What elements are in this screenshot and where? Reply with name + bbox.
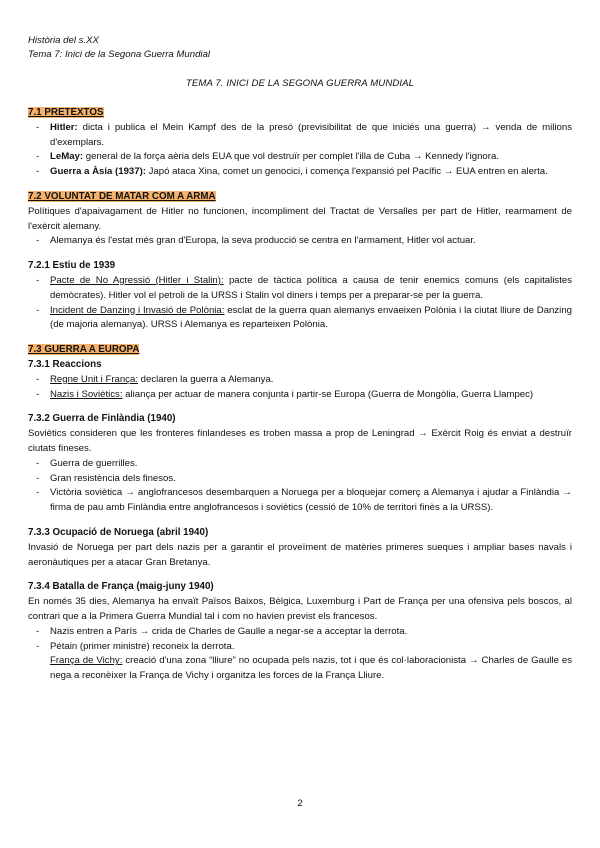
list-item: - Gran resistència dels finesos. [28, 472, 572, 487]
bullet-list [28, 234, 572, 249]
page-number: 2 [297, 798, 303, 809]
document-body [28, 106, 572, 684]
list-item: - Regne Unit i França: declaren la guerra a Alemanya. [28, 373, 572, 388]
list-item: - Nazis entren a París → crida de Charles de Gaulle a negar-se a acceptar la derrota. [28, 625, 572, 640]
paragraph: Soviètics consideren que les fronteres finlandeses es troben massa a prop de Leningrad → Exèrcit Roig és enviat a destruïr ciutats fineses. [28, 428, 572, 454]
bullet-list [28, 373, 572, 403]
subsection-heading-7-3-4: 7.3.4 Batalla de França (maig-juny 1940) [28, 581, 214, 593]
vichy-paragraph: França de Vichy: creació d'una zona “lliure” no ocupada pels nazis, tot i que és col·laboracionista → Charles de Gaulle es nega a reconèixer la França de Vichy i organitza les forces de la França Lliure. [50, 655, 572, 682]
subsection-heading-7-3-2: 7.3.2 Guerra de Finlàndia (1940) [28, 413, 176, 425]
paragraph: Invasió de Noruega per part dels nazis per a garantir el proveïment de matèries primeres sueques i ampliar bases navals i aeronàutiques per a atacar Gran Bretanya. [28, 541, 572, 568]
list-item: - Guerra a Àsia (1937): Japó ataca Xina, comet un genocici, i comença l'expansió pel Pacífic → EUA entren en alerta. [28, 165, 572, 180]
page-title: TEMA 7. INICI DE LA SEGONA GUERRA MUNDIAL [185, 78, 415, 89]
bullet-list [28, 625, 572, 655]
list-item: - Victòria soviètica → anglofrancesos desembarquen a Noruega per a bloquejar comerç a Alemanya i ajudar a Finlàndia → firma de pau amb Finlàndia entre anglofrancesos i soviètics (cessió de 10% de territori finès a la URSS). [28, 486, 572, 516]
subsection-heading-7-2-1: 7.2.1 Estiu de 1939 [28, 260, 116, 272]
list-item: - LeMay: general de la força aèria dels EUA que vol destruïr per complet l'illa de Cuba → Kennedy l'ignora. [28, 150, 572, 165]
list-item: - Guerra de guerrilles. [28, 457, 572, 472]
subsection-heading-7-3-3: 7.3.3 Ocupació de Noruega (abril 1940) [28, 526, 209, 538]
list-item: - Hitler: dicta i publica el Mein Kampf des de la presó (previsibilitat de que iniciés una guerra) → venda de milions d'exemplars. [28, 121, 572, 151]
list-item: - Alemanya és l'estat més gran d'Europa, la seva producció se centra en l'armament, Hitler vol actuar. [28, 234, 572, 249]
paragraph: Polítiques d'apaivagament de Hitler no funcionen, incompliment del Tractat de Versalles per part de Hitler, rearmament de l'exèrcit alemany. [28, 205, 572, 232]
paragraph: En només 35 dies, Alemanya ha envaït Països Baixos, Bèlgica, Luxemburg i Part de França per una ofensiva pels boscos, al contrari que a la Primera Guerra Mundial tal i com no havien previst els francesos. [28, 596, 572, 622]
section-heading-7-3: 7.3 GUERRA A EUROPA [28, 344, 140, 356]
subsection-heading-7-3-1: 7.3.1 Reaccions [28, 358, 102, 370]
section-heading-7-2: 7.2 VOLUNTAT DE MATAR COM A ARMA [28, 190, 216, 202]
bullet-list [28, 274, 572, 333]
running-header [28, 34, 210, 62]
list-item: - Incident de Danzing i Invasió de Polònia: esclat de la guerra quan alemanys envaeixen Polònia i la ciutat lliure de Danzing (de majoria alemanya). URSS i Alemanya es reparteixen Polònia. [28, 304, 572, 334]
list-item: - Pacte de No Agressió (Hitler i Stalin): pacte de tàctica política a causa de tenir enemics comuns (els capitalistes demòcrates). Hitler vol el petroli de la URSS i Stalin vol diners i temps per a preparar-se per la guerra. [28, 274, 572, 304]
section-heading-7-1: 7.1 PRETEXTOS [28, 107, 104, 118]
header-course: Història del s.XX [28, 35, 99, 46]
bullet-list [28, 457, 572, 516]
pretexts-list [28, 121, 572, 180]
list-item: - Pétain (primer ministre) reconeix la derrota. [28, 640, 572, 655]
header-topic: Tema 7: Inici de la Segona Guerra Mundial [28, 49, 211, 60]
list-item: - Nazis i Soviètics: aliança per actuar de manera conjunta i partir-se Europa (Guerra de Mongòlia, Guerra Llampec) [28, 388, 572, 403]
